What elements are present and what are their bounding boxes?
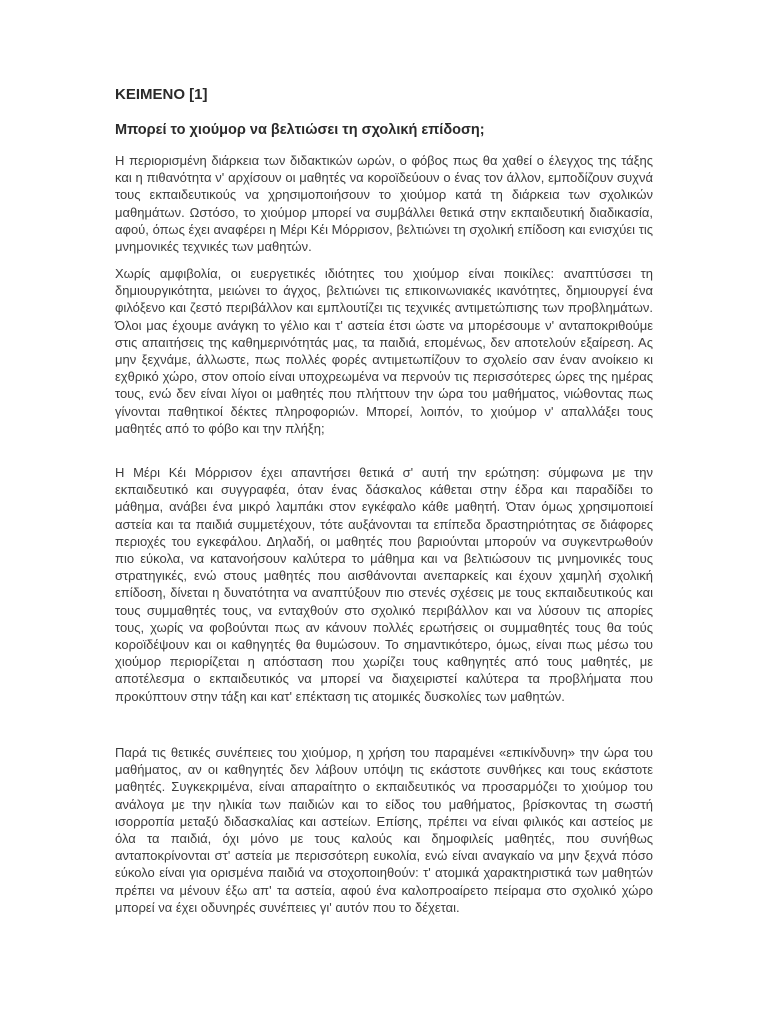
article-title: Μπορεί το χιούμορ να βελτιώσει τη σχολική επίδοση; <box>115 122 485 138</box>
paragraph-1: Η περιορισμένη διάρκεια των διδακτικών ωρών, ο φόβος πως θα χαθεί ο έλεγχος της τάξης και η πιθανότητα ν' αρχίσουν οι μαθητές να κοροϊδεύουν ο ένας τον άλλον, εμποδίζουν συχνά τους εκπαιδευτικούς να χρησιμοποιήσουν το χιούμορ κατά τη διάρκεια των σχολικών μαθημάτων. Ωστόσο, το χιούμορ μπορεί να συμβάλλει θετικά στην εκπαιδευτική διαδικασία, αφού, όπως έχει αναφέρει η Μέρι Κέι Μόρρισον, βελτιώνει τη σχολική επίδοση και ενισχύει τις μνημονικές τεχνικές των μαθητών. <box>115 153 653 255</box>
paragraph-2: Χωρίς αμφιβολία, οι ευεργετικές ιδιότητες του χιούμορ είναι ποικίλες: αναπτύσσει τη δημιουργικότητα, μειώνει το άγχος, βελτιώνει τις επικοινωνιακές ικανότητες, δημιουργεί ένα φιλόξενο και ζεστό περιβάλλον και εμπλουτίζει τις τεχνικές αντιμετώπισης των προβλημάτων. Όλοι μας έχουμε ανάγκη το γέλιο και τ' αστεία έτσι ώστε να μπορέσουμε ν' ανταποκριθούμε στις απαιτήσεις της καθημερινότητάς μας, τα παιδιά, επομένως, δεν αποτελούν εξαίρεση. Ας μην ξεχνάμε, άλλωστε, πως πολλές φορές αντιμετωπίζουν το σχολείο σαν έναν ανοίκειο κι εχθρικό χώρο, στον οποίο είναι υποχρεωμένα να περνούν τις περισσότερες ώρες της ημέρας τους, ενώ δεν είναι λίγοι οι μαθητές που πλήττουν την ώρα του μαθήματος, νιώθοντας πως γίνονται παθητικοί δέκτες πληροφοριών. Μπορεί, λοιπόν, το χιούμορ ν' απαλλάξει τους μαθητές από το φόβο και την πλήξη; <box>115 266 653 436</box>
paragraph-4: Παρά τις θετικές συνέπειες του χιούμορ, η χρήση του παραμένει «επικίνδυνη» την ώρα του μαθήματος, αν οι καθηγητές δεν λάβουν υπόψη τις εκάστοτε συνθήκες και τους εκάστοτε μαθητές. Συγκεκριμένα, είναι απαραίτητο ο εκπαιδευτικός να προσαρμόζει το χιούμορ του ανάλογα με την ηλικία των παιδιών και το είδος του μαθήματος, βρίσκοντας τη σωστή ισορροπία μεταξύ διδασκαλίας και αστείων. Επίσης, πρέπει να είναι φιλικός και αστείος με όλα τα παιδιά, όχι μόνο με τους καλούς και δημοφιλείς μαθητές, που συνήθως ανταποκρίνονται στ' αστεία με περισσότερη ευκολία, ενώ είναι αναγκαίο να μην ξεχνά πόσο εύκολο είναι για ορισμένα παιδιά να στοχοποιηθούν: τ' ατομικά χαρακτηριστικά των μαθητών πρέπει να μένουν έξω απ' τα αστεία, αφού ένα καλοπροαίρετο πείραμα στο σχολικό χώρο μπορεί να έχει οδυνηρές συνέπειες γι' αυτόν που το δέχεται. <box>115 745 653 915</box>
paragraph-3: Η Μέρι Κέι Μόρρισον έχει απαντήσει θετικά σ' αυτή την ερώτηση: σύμφωνα με την εκπαιδευτικό και συγγραφέα, όταν ένας δάσκαλος κάθεται στην έδρα και παραδίδει το μάθημα, ανάβει ένα μικρό λαμπάκι στον εγκέφαλο κάθε μαθητή. Όταν όμως χρησιμοποιεί αστεία και τα παιδιά συμμετέχουν, τότε αυξάνονται τα επίπεδα δραστηριότητας σε διάφορες περιοχές του εγκεφάλου. Δηλαδή, οι μαθητές που βαριούνται μπορούν να συγκεντρωθούν πιο εύκολα, να κατανοήσουν καλύτερα το μάθημα και να βελτιώσουν τις μνημονικές τους στρατηγικές, ενώ στους μαθητές που αισθάνονται ανεπαρκείς και έχουν χαμηλή σχολική επίδοση, δίνεται η δυνατότητα να αναπτύξουν πιο στενές σχέσεις με τους εκπαιδευτικούς και τους συμμαθητές τους, να ενταχθούν στο σχολικό περιβάλλον και να λύσουν τις απορίες τους, χωρίς να φοβούνται πως αν κάνουν πολλές ερωτήσεις οι συμμαθητές τους θα τούς κοροϊδέψουν και οι καθηγητές θα θυμώσουν. Το σημαντικότερο, όμως, είναι πως μέσω του χιούμορ περιορίζεται η απόσταση που χωρίζει τους καθηγητές από τους μαθητές, με αποτέλεσμα ο εκπαιδευτικός να μπορεί να διαχειριστεί καλύτερα τα προβλήματα που προκύπτουν στην τάξη και κατ' επέκταση τις ατομικές δυσκολίες των μαθητών. <box>115 465 653 704</box>
document-heading: ΚΕΙΜΕΝΟ [1] <box>115 86 208 103</box>
